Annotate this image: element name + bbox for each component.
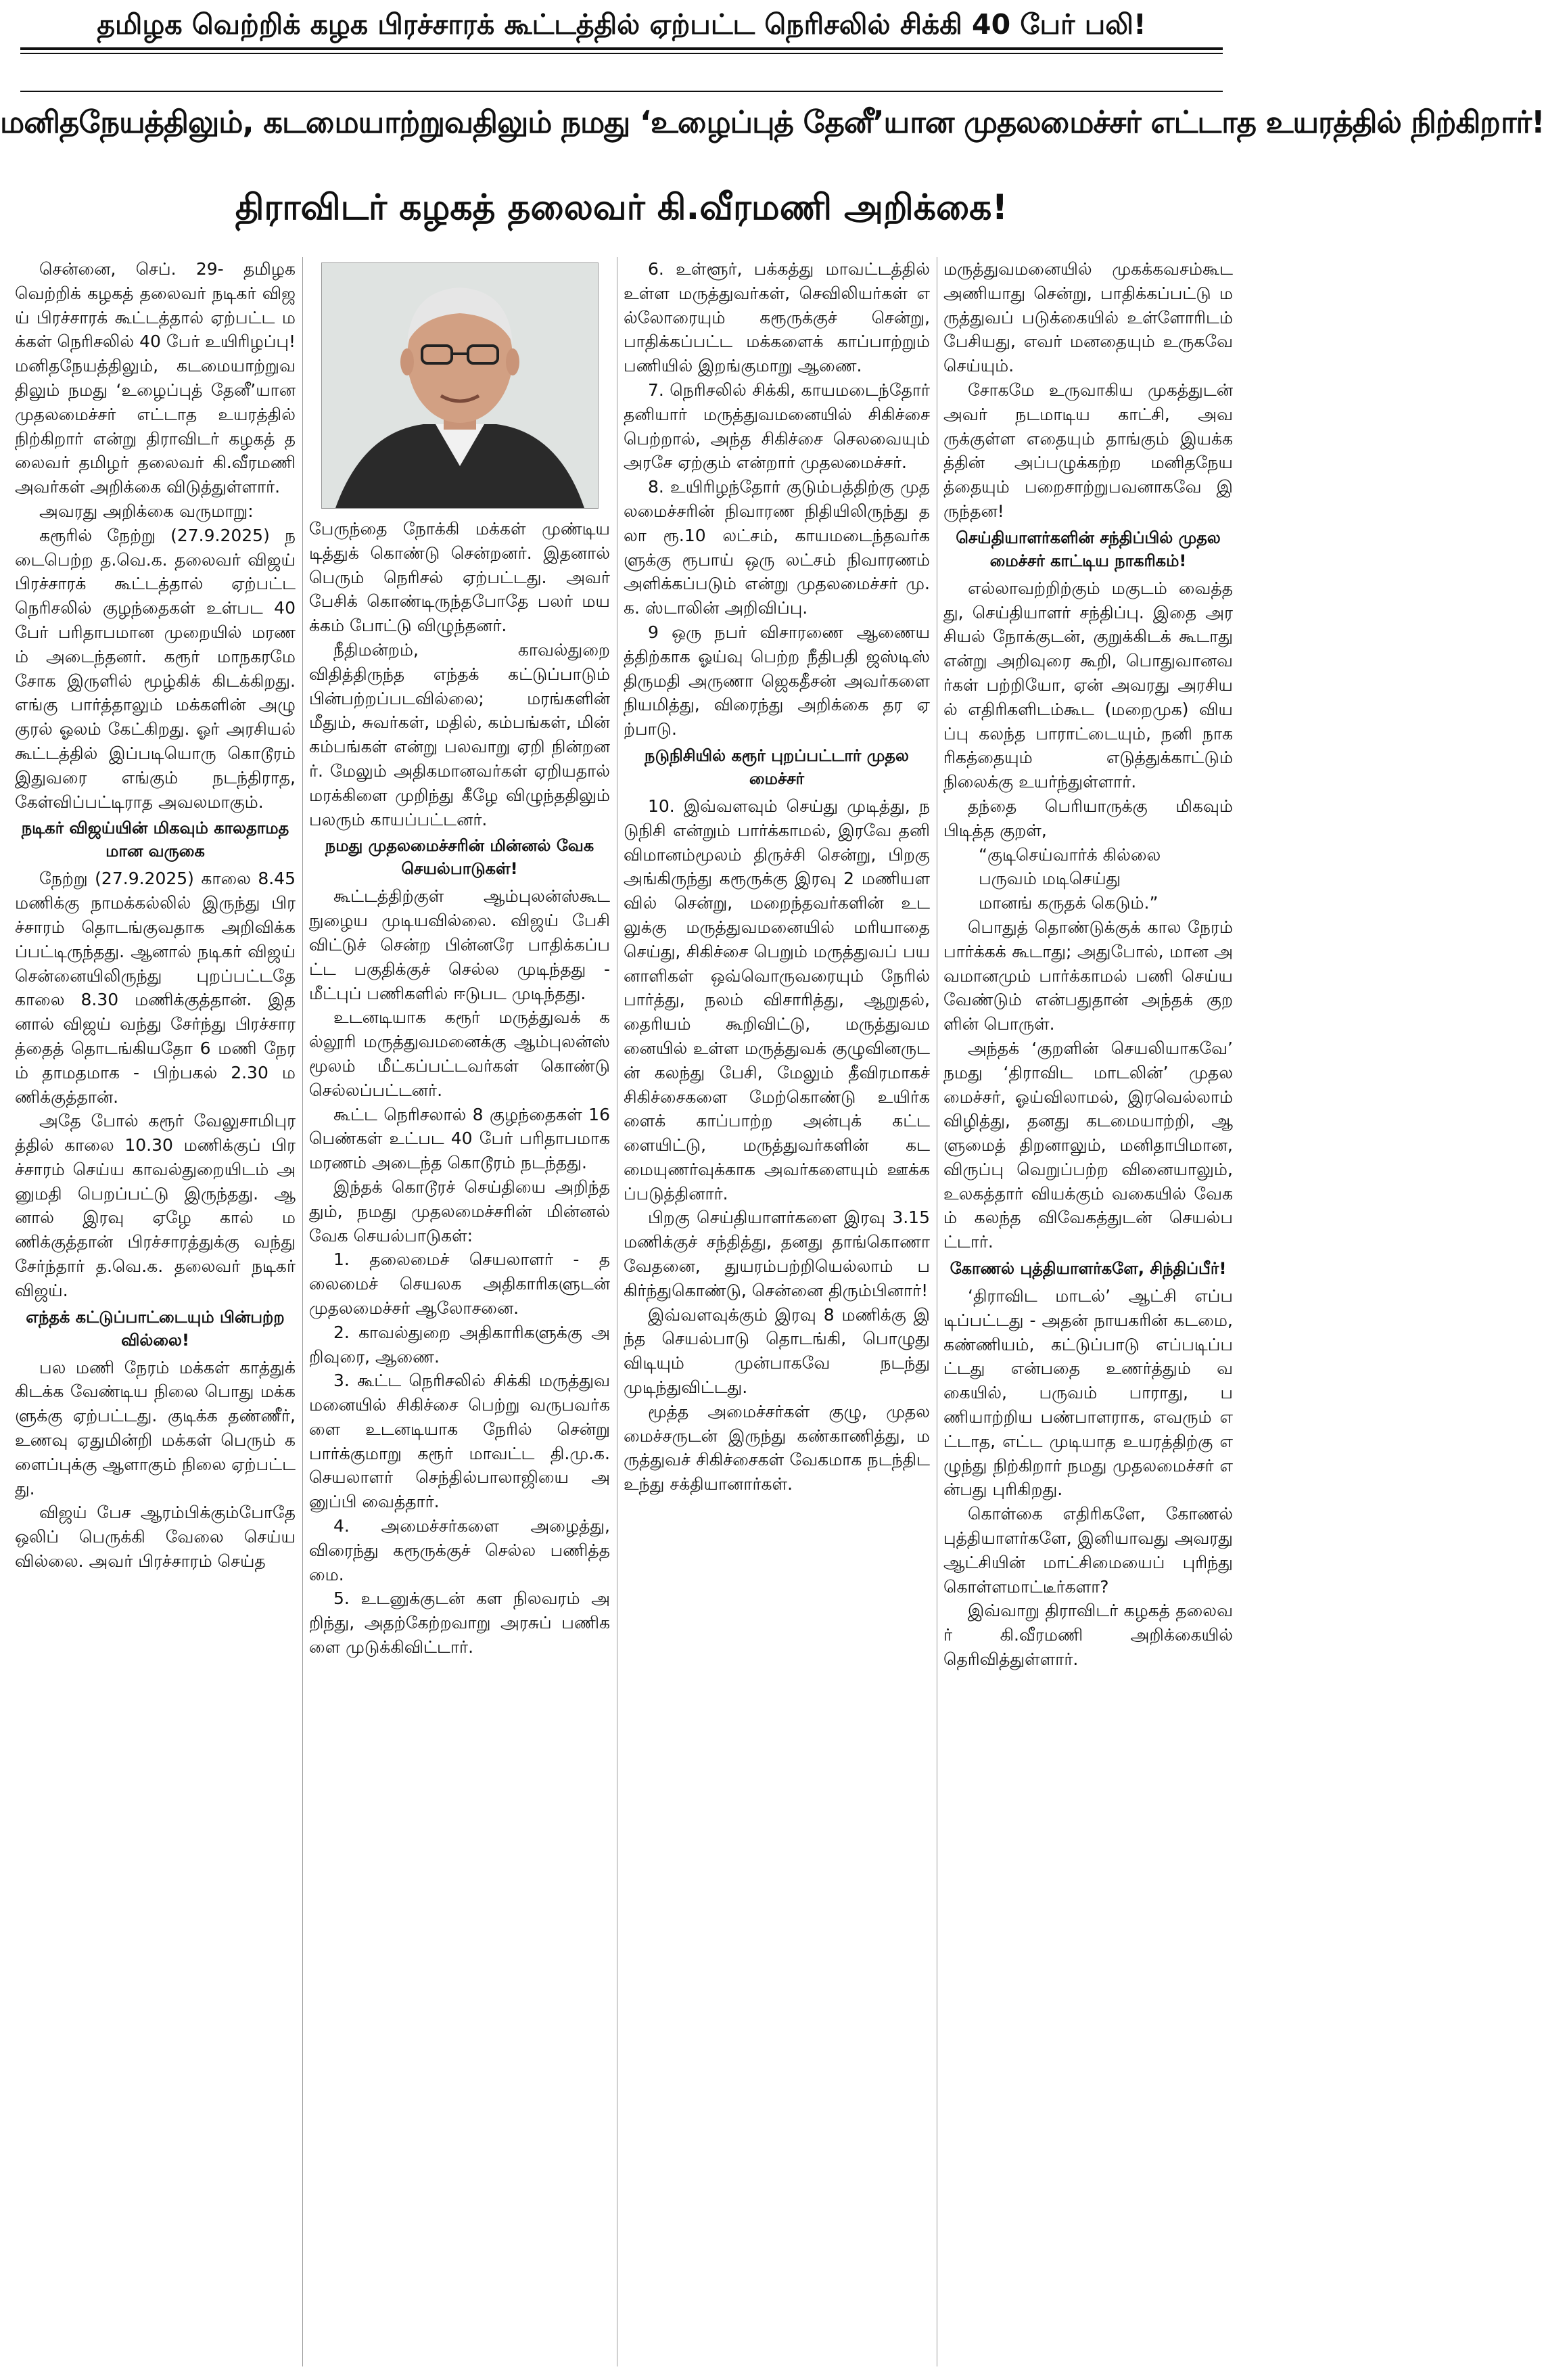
list-item: 8. உயிரிழந்தோர் குடும்பத்திற்கு முதலமைச்சரின் நிவாரண நிதியிலிருந்து தலா ரூ.10 லட்சம், காயமடைந்தவர்களுக்கு ரூபாய் ஒரு லட்சம் நிவாரணம் அளிக்கப்படும் என்று முதலமைச்சர் மு.க. ஸ்டாலின் அறிவிப்பு. bbox=[624, 477, 930, 618]
subheading: கோணல் புத்தியாளர்களே, சிந்திப்பீர்! bbox=[950, 1259, 1227, 1279]
list-item: 1. தலைமைச் செயலாளர் - தலைமைச் செயலக அதிகாரிகளுடன் முதலமைச்சர் ஆலோசனை. bbox=[309, 1250, 610, 1318]
paragraph: அதே போல் கரூர் வேலுசாமிபுரத்தில் காலை 10.30 மணிக்குப் பிரச்சாரம் செய்ய காவல்துறையிடம் அனுமதி பெறப்பட்டு இருந்தது. ஆனால் இரவு ஏழே கால் மணிக்குத்தான் பிரச்சாரத்துக்கு வந்து சேர்ந்தார் த.வெ.க. தலைவர் நடிகர் விஜய். bbox=[15, 1111, 296, 1300]
kural-verse-line: “குடிசெய்வார்க் கில்லை bbox=[979, 844, 1161, 865]
kicker-rule-top bbox=[20, 47, 1223, 50]
sub-headline: திராவிடர் கழகத் தலைவர் கி.வீரமணி அறிக்கை! bbox=[235, 187, 1008, 228]
paragraph: விஜய் பேச ஆரம்பிக்கும்போதே ஒலிப் பெருக்கி வேலை செய்யவில்லை. அவர் பிரச்சாரம் செய்த bbox=[15, 1503, 296, 1572]
subheading: நமது முதலமைச்சரின் மின்னல் வேக செயல்பாடுகள்! bbox=[325, 836, 594, 879]
article-column-2 bbox=[309, 257, 610, 2372]
paragraph: கொள்கை எதிரிகளே, கோணல் புத்தியாளர்களே, இனியாவது அவரது ஆட்சியின் மாட்சிமையைப் புரிந்து கொள்ளமாட்டீர்களா? bbox=[943, 1504, 1233, 1597]
paragraph: நேற்று (27.9.2025) காலை 8.45 மணிக்கு நாமக்கல்லில் இருந்து பிரச்சாரம் தொடங்குவதாக அறிவிக்கப்பட்டிருந்தது. ஆனால் நடிகர் விஜய் சென்னையிலிருந்து புறப்பட்டதே காலை 8.30 மணிக்குத்தான். இதனால் விஜய் வந்து சேர்ந்து பிரச்சாரத்தைத் தொடங்கியதோ 6 மணி நேரம் தாமதமாக - பிற்பகல் 2.30 மணிக்குத்தான். bbox=[15, 869, 296, 1107]
list-item: 6. உள்ளூர், பக்கத்து மாவட்டத்தில் உள்ள மருத்துவர்கள், செவிலியர்கள் எல்லோரையும் கரூருக்குச் சென்று, பாதிக்கப்பட்ட மக்களைக் காப்பாற்றும் பணியில் இறங்குமாறு ஆணை. bbox=[624, 259, 930, 376]
paragraph: தந்தை பெரியாருக்கு மிகவும் பிடித்த குறள், bbox=[943, 796, 1233, 840]
subheading: செய்தியாளர்களின் சந்திப்பில் முதலமைச்சர் காட்டிய நாகரிகம்! bbox=[956, 528, 1221, 570]
paragraph: மூத்த அமைச்சர்கள் குழு, முதலமைச்சருடன் இருந்து கண்காணித்து, மருத்துவச் சிகிச்சைகள் வேகமாக நடந்திட உந்து சக்தியானார்கள். bbox=[624, 1401, 930, 1494]
paragraph: சோகமே உருவாகிய முகத்துடன் அவர் நடமாடிய காட்சி, அவருக்குள்ள எதையும் தாங்கும் இயக்கத்தின் அப்பழுக்கற்ற மனிதநேயத்தையும் பறைசாற்றுபவனாகவே இருந்தன! bbox=[943, 380, 1233, 521]
list-item: 4. அமைச்சர்களை அழைத்து, விரைந்து கரூருக்குச் செல்ல பணித்தமை. bbox=[309, 1516, 610, 1584]
list-item: 10. இவ்வளவும் செய்து முடித்து, நடுநிசி என்றும் பார்க்காமல், இரவே தனி விமானம்மூலம் திருச்சி சென்று, பிறகு அங்கிருந்து கரூருக்கு இரவு 2 மணியளவில் சென்று, மறைந்தவர்களின் உடலுக்கு மருத்துவமனையில் மரியாதை செய்து, சிகிச்சை பெறும் மருத்துவப் பயனாளிகள் ஒவ்வொருவரையும் நேரில் பார்த்து, நலம் விசாரித்து, ஆறுதல், தைரியம் கூறிவிட்டு, மருத்துவமனையில் உள்ள மருத்துவக் குழுவினருடன் கலந்து பேசி, மேலும் தீவிரமாகச் சிகிச்சைகளை மேற்கொண்டு உயிர்களைக் காப்பாற்ற அன்புக் கட்டளையிட்டு, மருத்துவர்களின் கடமையுணர்வுக்காக அவர்களையும் ஊக்கப்படுத்தினார். bbox=[624, 796, 930, 1204]
list-item: 7. நெரிசலில் சிக்கி, காயமடைந்தோர் தனியார் மருத்துவமனையில் சிகிச்சை பெற்றால், அந்த சிகிச்சை செலவையும் அரசே ஏற்கும் என்றார் முதலமைச்சர். bbox=[624, 380, 930, 473]
main-headline: மனிதநேயத்திலும், கடமையாற்றுவதிலும் நமது ‘உழைப்புத் தேனீ’யான முதலமைச்சர் எட்டாத உயரத்தில் நிற்கிறார்! bbox=[0, 104, 1544, 140]
paragraph: இவ்வளவுக்கும் இரவு 8 மணிக்கு இந்த செயல்பாடு தொடங்கி, பொழுது விடியும் முன்பாகவே நடந்து முடிந்துவிட்டது. bbox=[624, 1304, 930, 1398]
paragraph: உடனடியாக கரூர் மருத்துவக் கல்லூரி மருத்துவமனைக்கு ஆம்புலன்ஸ் மூலம் மீட்கப்பட்டவர்கள் கொண்டு செல்லப்பட்டனர். bbox=[309, 1007, 610, 1100]
article-column-1 bbox=[15, 257, 296, 2372]
paragraph: பேருந்தை நோக்கி மக்கள் முண்டியடித்துக் கொண்டு சென்றனர். இதனால் பெரும் நெரிசல் ஏற்பட்டது. அவர் பேசிக் கொண்டிருந்தபோதே பலர் மயக்கம் போட்டு விழுந்தனர். bbox=[309, 519, 610, 636]
kicker-headline: தமிழக வெற்றிக் கழக பிரச்சாரக் கூட்டத்தில் ஏற்பட்ட நெரிசலில் சிக்கி 40 பேர் பலி! bbox=[97, 8, 1146, 41]
paragraph: கூட்ட நெரிசலால் 8 குழந்தைகள் 16 பெண்கள் உட்பட 40 பேர் பரிதாபமாக மரணம் அடைந்த கொடூரம் நடந்தது. bbox=[309, 1104, 610, 1173]
kural-verse-line: மானங் கருதக் கெடும்.” bbox=[979, 893, 1159, 913]
paragraph: ‘திராவிட மாடல்’ ஆட்சி எப்படிப்பட்டது - அதன் நாயகரின் கடமை, கண்ணியம், கட்டுப்பாடு எப்படிப்பட்டது என்பதை உணர்த்தும் வகையில், பருவம் பாராது, பணியாற்றிய பண்பாளராக, எவரும் எட்டாத, எட்ட முடியாத உயரத்திற்கு எழுந்து நிற்கிறார் நமது முதலமைச்சர் என்பது புரிகிறது. bbox=[943, 1286, 1233, 1500]
list-item: 3. கூட்ட நெரிசலில் சிக்கி மருத்துவமனையில் சிகிச்சை பெற்று வருபவர்களை உடனடியாக நேரில் சென்று பார்க்குமாறு கரூர் மாவட்ட தி.மு.க. செயலாளர் செந்தில்பாலாஜியை அனுப்பி வைத்தார். bbox=[309, 1371, 610, 1512]
paragraph: மருத்துவமனையில் முகக்கவசம்கூட அணியாது சென்று, பாதிக்கப்பட்டு மருத்துவப் படுக்கையில் உள்ளோரிடம் பேசியது, எவர் மனதையும் உருகவே செய்யும். bbox=[943, 259, 1233, 376]
paragraph: கூட்டத்திற்குள் ஆம்புலன்ஸ்கூட நுழைய முடியவில்லை. விஜய் பேசி விட்டுச் சென்ற பின்னரே பாதிக்கப்பட்ட பகுதிக்குச் செல்ல முடிந்தது - மீட்புப் பணிகளில் ஈடுபட முடிந்தது. bbox=[309, 886, 610, 1003]
paragraph: சென்னை, செப். 29- தமிழக வெற்றிக் கழகத் தலைவர் நடிகர் விஜய் பிரச்சாரக் கூட்டத்தால் ஏற்பட்ட மக்கள் நெரிசலில் 40 பேர் உயிரிழப்பு! மனிதநேயத்திலும், கடமையாற்றுவதிலும் நமது ‘உழைப்புத் தேனீ’யான முதலமைச்சர் எட்டாத உயரத்தில் நிற்கிறார் என்று திராவிடர் கழகத் தலைவர் தமிழர் தலைவர் கி.வீரமணி அவர்கள் அறிக்கை விடுத்துள்ளார். bbox=[15, 259, 296, 497]
author-portrait-photo bbox=[321, 262, 599, 509]
kicker-rule-bottom bbox=[20, 53, 1223, 54]
paragraph: அந்தக் ‘குறளின் செயலியாகவே’ நமது ‘திராவிட மாடலின்’ முதலமைச்சர், ஓய்விலாமல், இரவெல்லாம் விழித்து, தனது கடமையாற்றி, ஆளுமைத் திறனாலும், மனிதாபிமான, விருப்பு வெறுப்பற்ற வினையாலும், உலகத்தார் வியக்கும் வகையில் வேகம் கலந்த விவேகத்துடன் செயல்பட்டார். bbox=[943, 1038, 1233, 1252]
paragraph: அவரது அறிக்கை வருமாறு: bbox=[39, 501, 254, 521]
article-column-4 bbox=[943, 257, 1233, 2372]
paragraph: இவ்வாறு திராவிடர் கழகத் தலைவர் கி.வீரமணி அறிக்கையில் தெரிவித்துள்ளார். bbox=[943, 1601, 1233, 1670]
list-item: 5. உடனுக்குடன் கள நிலவரம் அறிந்து, அதற்கேற்றவாறு அரசுப் பணிகளை முடுக்கிவிட்டார். bbox=[309, 1588, 610, 1657]
column-divider bbox=[302, 257, 303, 2366]
paragraph: எல்லாவற்றிற்கும் மகுடம் வைத்தது, செய்தியாளர் சந்திப்பு. இதை அரசியல் நோக்குடன், குறுக்கிடக் கூடாது என்று அறிவுரை கூறி, பொதுவானவர்கள் பற்றியோ, ஏன் அவரது அரசியல் எதிரிகளிடம்கூட (மறைமுக) வியப்பு கலந்த பாராட்டையும், நனி நாகரிகத்தையும் எடுத்துக்காட்டும் நிலைக்கு உயர்ந்துள்ளார். bbox=[943, 578, 1233, 792]
headline-rule bbox=[20, 91, 1223, 92]
list-item: 9 ஒரு நபர் விசாரணை ஆணையத்திற்காக ஓய்வு பெற்ற நீதிபதி ஜஸ்டிஸ் திருமதி அருணா ஜெகதீசன் அவர்களை நியமித்து, விரைந்து அறிக்கை தர ஏற்பாடு. bbox=[624, 622, 930, 739]
subheading: நடிகர் விஜய்யின் மிகவும் காலதாமதமான வருகை bbox=[21, 819, 289, 861]
paragraph: நீதிமன்றம், காவல்துறை விதித்திருந்த எந்தக் கட்டுப்பாடும் பின்பற்றப்படவில்லை; மரங்களின் மீதும், சுவர்கள், மதில், கம்பங்கள், மின் கம்பங்கள் என்று பலவாறு ஏறி நின்றனர். மேலும் அதிகமானவர்கள் ஏறியதால் மரக்கிளை முறிந்து கீழே விழுந்ததிலும் பலரும் காயப்பட்டனர். bbox=[309, 639, 610, 829]
list-item: 2. காவல்துறை அதிகாரிகளுக்கு அறிவுரை, ஆணை. bbox=[309, 1322, 610, 1367]
kural-verse-line: பருவம் மடிசெய்து bbox=[979, 869, 1121, 889]
paragraph: கரூரில் நேற்று (27.9.2025) நடைபெற்ற த.வெ.க. தலைவர் விஜய் பிரச்சாரக் கூட்டத்தால் ஏற்பட்ட நெரிசலில் குழந்தைகள் உள்பட 40 பேர் பரிதாபமான முறையில் மரணம் அடைந்தனர். கரூர் மாநகரமே சோக இருளில் மூழ்கிக் கிடக்கிறது. எங்கு பார்த்தாலும் மக்களின் அழு குரல் ஓலம் கேட்கிறது. ஓர் அரசியல் கூட்டத்தில் இப்படியொரு கொடூரம் இதுவரை எங்கும் நடந்திராத, கேள்விப்பட்டிராத அவலமாகும். bbox=[15, 525, 296, 812]
article-column-3 bbox=[624, 257, 930, 2372]
paragraph: இந்தக் கொடூரச் செய்தியை அறிந்ததும், நமது முதலமைச்சரின் மின்னல் வேக செயல்பாடுகள்: bbox=[309, 1176, 610, 1245]
subheading: எந்தக் கட்டுப்பாட்டையும் பின்பற்றவில்லை! bbox=[26, 1307, 285, 1350]
photo-block bbox=[309, 257, 610, 513]
subheading: நடுநிசியில் கரூர் புறப்பட்டார் முதலமைச்சர் bbox=[645, 746, 909, 788]
paragraph: பல மணி நேரம் மக்கள் காத்துக் கிடக்க வேண்டிய நிலை பொது மக்களுக்கு ஏற்பட்டது. குடிக்க தண்ணீர், உணவு ஏதுமின்றி மக்கள் பெரும் களைப்புக்கு ஆளாகும் நிலை ஏற்பட்டது. bbox=[15, 1357, 296, 1498]
paragraph: பொதுத் தொண்டுக்குக் கால நேரம் பார்க்கக் கூடாது; அதுபோல், மான அவமானமும் பார்க்காமல் பணி செய்யவேண்டும் என்பதுதான் அந்தக் குறளின் பொருள். bbox=[943, 917, 1233, 1034]
paragraph: பிறகு செய்தியாளர்களை இரவு 3.15 மணிக்குச் சந்தித்து, தனது தாங்கொணா வேதனை, துயரம்பற்றியெல்லாம் பகிர்ந்துகொண்டு, சென்னை திரும்பினார்! bbox=[624, 1208, 930, 1300]
